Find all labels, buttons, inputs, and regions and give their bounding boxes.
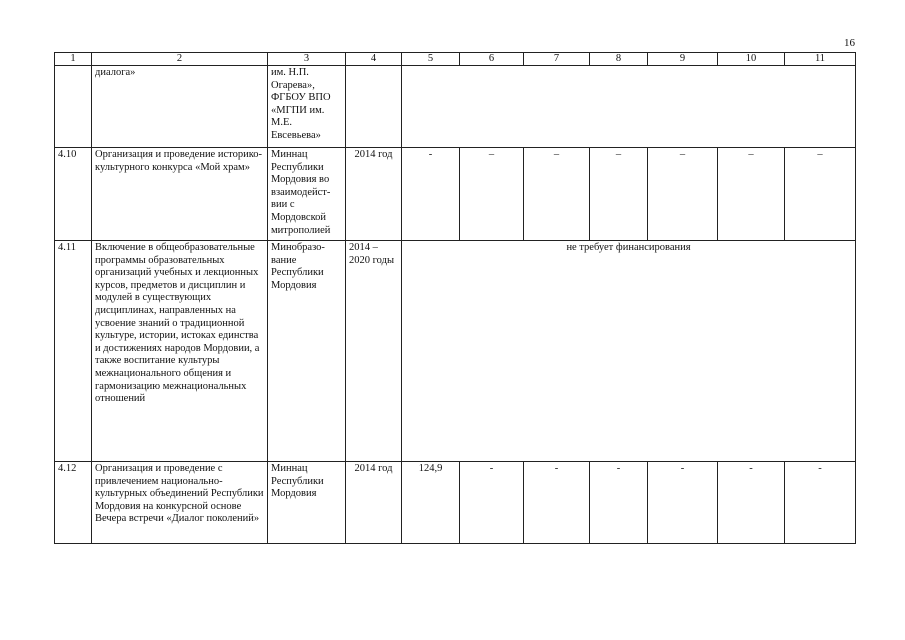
- executor: Миннац Республики Мордовия во взаимодейст-вии с Мордовской митрополией: [268, 148, 346, 241]
- value-cell: –: [648, 148, 718, 241]
- table-row: [55, 66, 856, 148]
- executor: Миннац Республики Мордовия: [268, 462, 346, 544]
- item-number: [55, 66, 92, 148]
- period: 2014 год: [346, 148, 402, 241]
- item-number: 4.12: [55, 462, 92, 544]
- program-table: [54, 52, 856, 544]
- period: [346, 66, 402, 148]
- value-cell: –: [785, 148, 856, 241]
- period: 2014 – 2020 годы: [346, 241, 402, 462]
- column-header: 1: [55, 53, 92, 66]
- column-header: 4: [346, 53, 402, 66]
- column-header: 5: [402, 53, 460, 66]
- table-row: [55, 462, 856, 544]
- activity-name: Включение в общеобразовательные программы образовательных организаций учебных и лекционных курсов, предметов и дисциплин и модулей в существующих дисциплинах, направленных на усвоение знаний о традиционной культуре, истории, истоках единства и достижениях народов Мордовии, а также воспитание культуры межнационального общения и гармонизацию межнациональных отношений: [92, 241, 268, 462]
- column-header: 9: [648, 53, 718, 66]
- value-cell: –: [524, 148, 590, 241]
- item-number: 4.11: [55, 241, 92, 462]
- value-cell: -: [590, 462, 648, 544]
- value-cell: -: [402, 148, 460, 241]
- activity-name: Организация и проведение с привлечением национально-культурных объединений Республики Мордовия на конкурсной основе Вечера встречи «Диалог поколений»: [92, 462, 268, 544]
- value-cell: -: [718, 462, 785, 544]
- merged-empty-cell: [402, 66, 856, 148]
- value-cell: -: [524, 462, 590, 544]
- activity-name: диалога»: [92, 66, 268, 148]
- page-number: 16: [844, 37, 855, 49]
- value-cell: -: [460, 462, 524, 544]
- value-cell: –: [718, 148, 785, 241]
- value-cell: -: [785, 462, 856, 544]
- executor: им. Н.П. Огарева», ФГБОУ ВПО «МГПИ им. М.Е. Евсевьева»: [268, 66, 346, 148]
- column-header: 8: [590, 53, 648, 66]
- period: 2014 год: [346, 462, 402, 544]
- value-cell: -: [648, 462, 718, 544]
- table-row: [55, 148, 856, 241]
- table-row: [55, 241, 856, 462]
- item-number: 4.10: [55, 148, 92, 241]
- header-row: [55, 53, 856, 66]
- column-header: 7: [524, 53, 590, 66]
- value-cell: –: [590, 148, 648, 241]
- column-header: 10: [718, 53, 785, 66]
- value-cell: –: [460, 148, 524, 241]
- column-header: 11: [785, 53, 856, 66]
- activity-name: Организация и проведение историко-культурного конкурса «Мой храм»: [92, 148, 268, 241]
- column-header: 6: [460, 53, 524, 66]
- executor: Минобразо-вание Республики Мордовия: [268, 241, 346, 462]
- value-cell: 124,9: [402, 462, 460, 544]
- financing-note: не требует финансирования: [402, 241, 856, 462]
- column-header: 3: [268, 53, 346, 66]
- column-header: 2: [92, 53, 268, 66]
